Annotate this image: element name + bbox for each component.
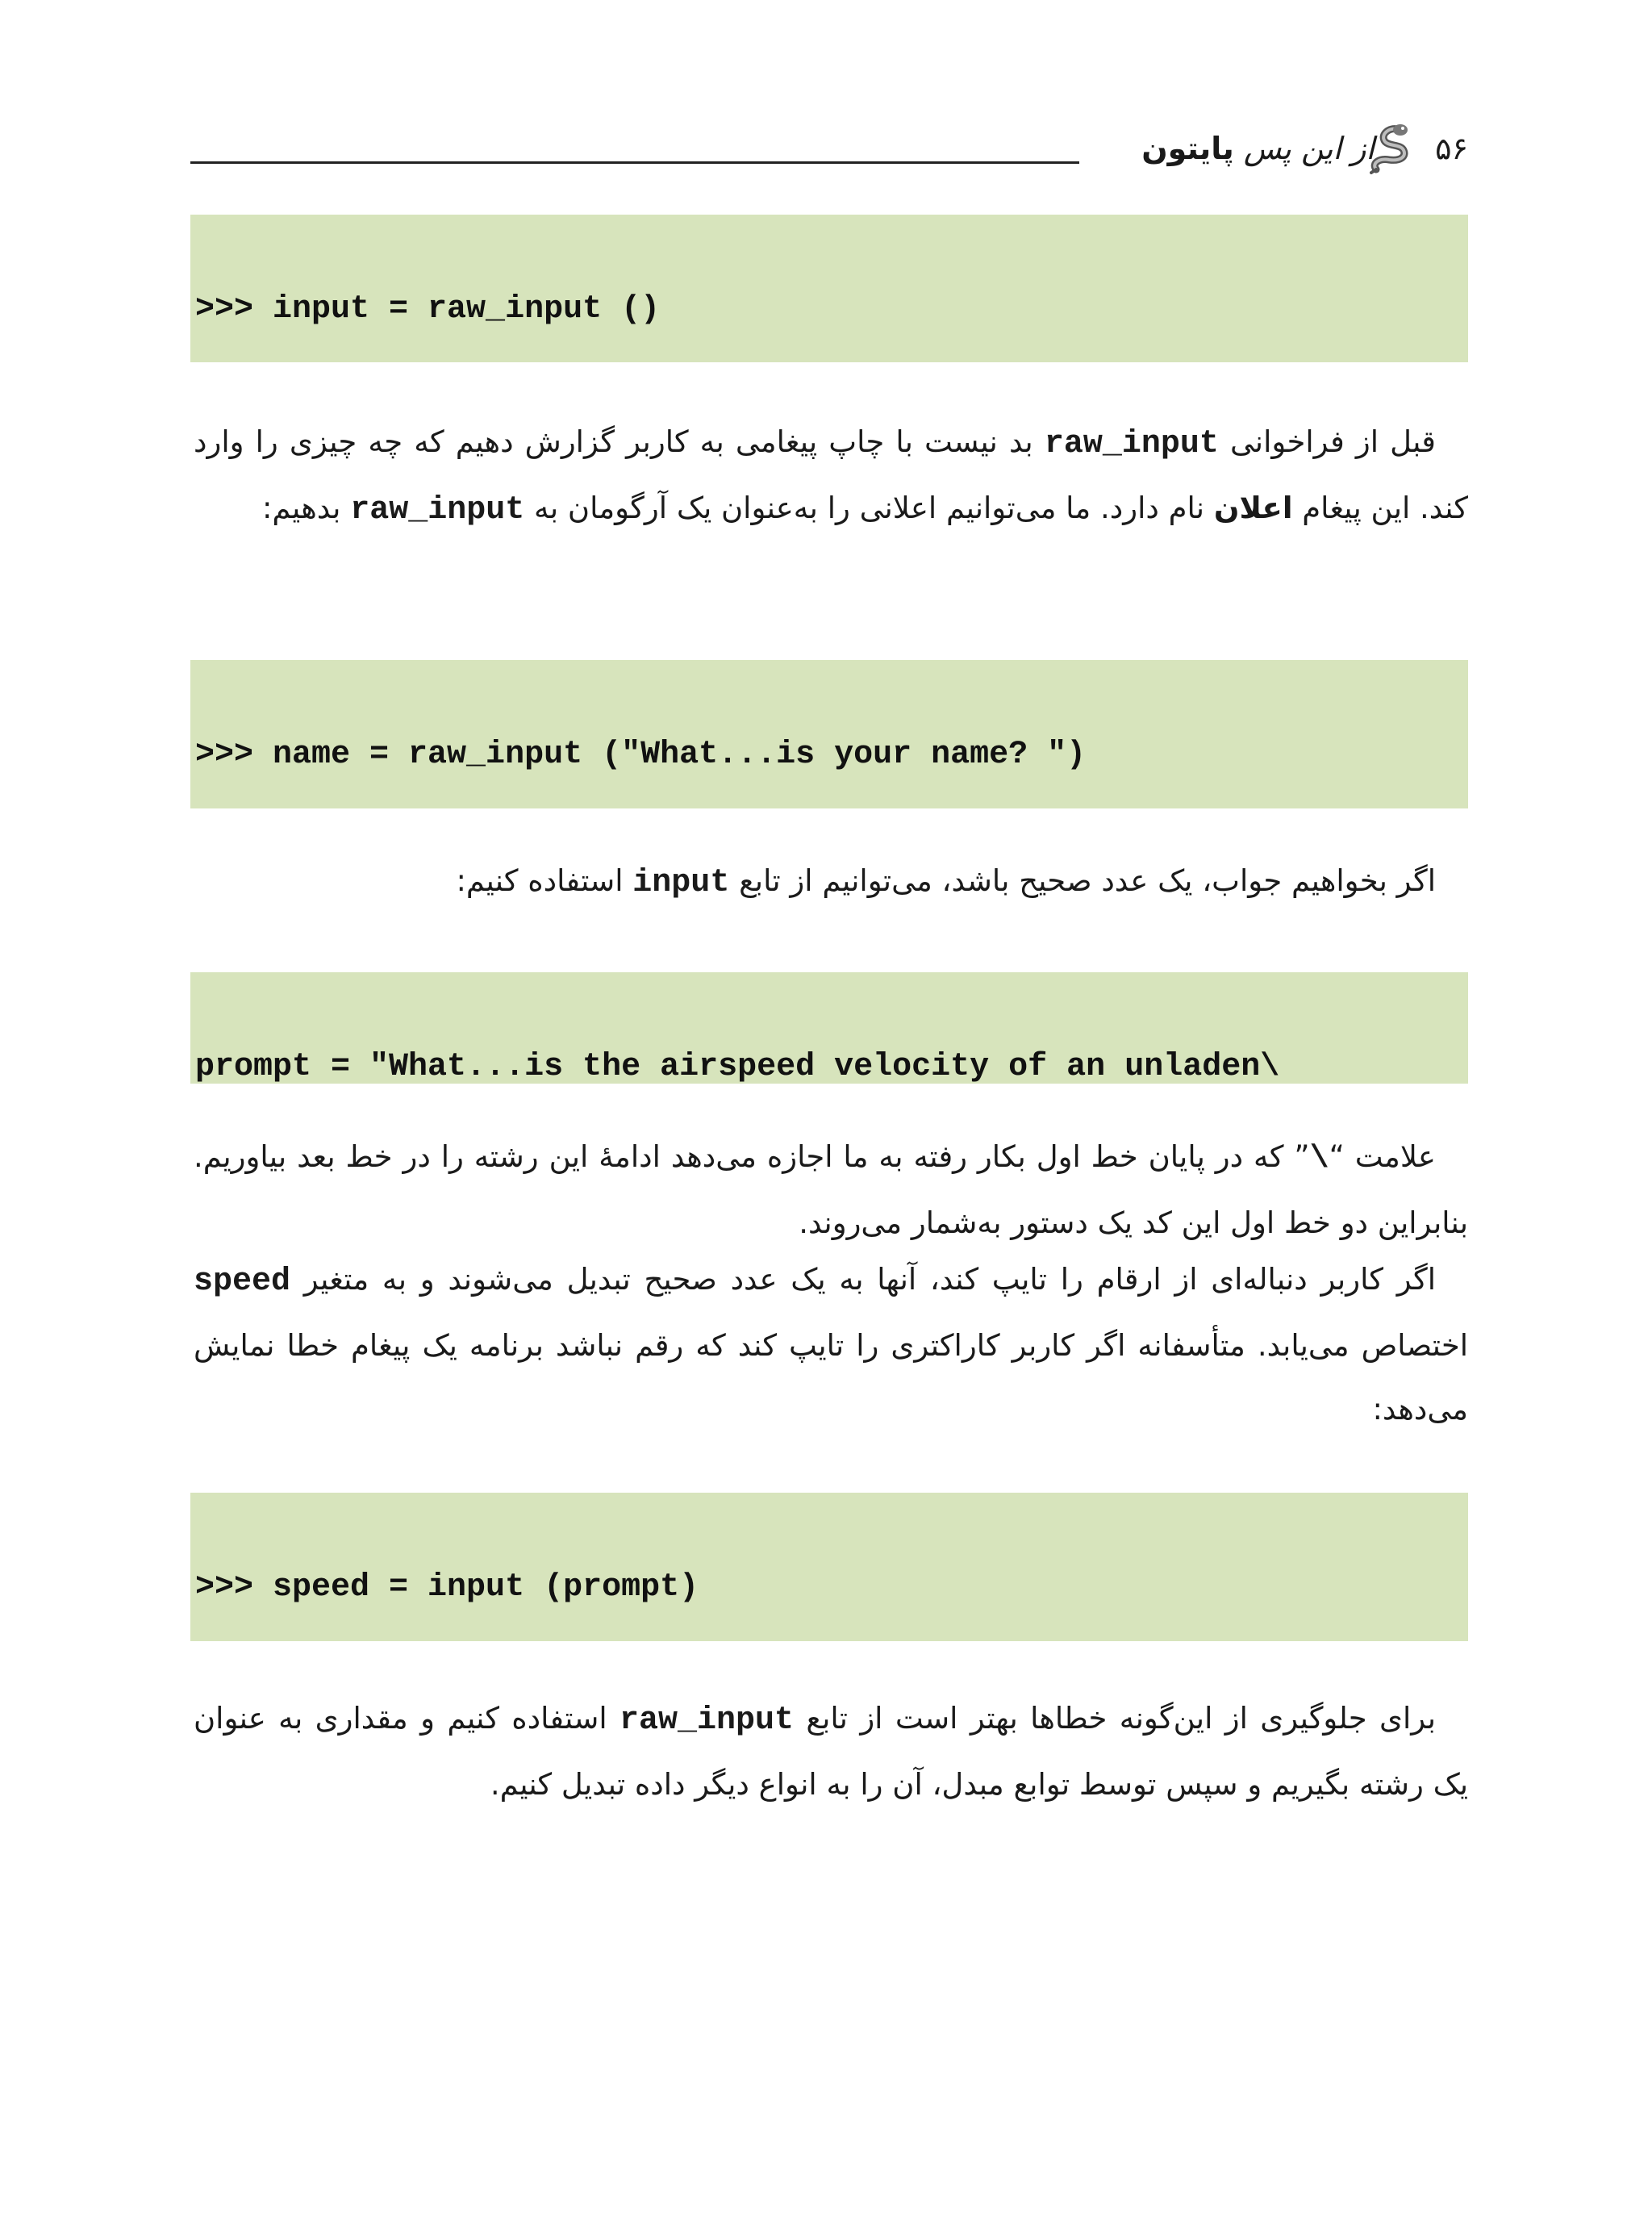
code-line: >>> speed = input (prompt) xyxy=(195,1569,699,1606)
paragraph-4: اگر کاربر دنباله‌ای از ارقام را تایپ کند، آنها به یک عدد صحیح تبدیل می‌شوند و به متغیر speed اختصاص می‌یابد. متأسفانه اگر کاربر کاراکتری را تایپ کند که رقم نباشد برنامه یک پیغام خطا نمایش می‌دهد: xyxy=(194,1262,1468,1427)
page-number: ۵۶ xyxy=(1435,131,1468,166)
header-rule xyxy=(190,161,1079,164)
code-block-3 xyxy=(190,972,1468,1084)
inline-code: raw_input xyxy=(619,1702,795,1739)
paragraph-2: اگر بخواهیم جواب، یک عدد صحیح باشد، می‌توانیم از تابع input استفاده کنیم: xyxy=(456,863,1436,901)
book-title-brand: پایتون xyxy=(1141,131,1234,166)
inline-code: raw_input xyxy=(1044,426,1219,462)
inline-code: raw_input xyxy=(350,492,525,528)
paragraph-5: برای جلوگیری از این‌گونه خطاها بهتر است از تابع raw_input استفاده کنیم و مقداری به عنوان یک رشته بگیریم و سپس توسط توابع مبدل، آن را به انواع دیگر داده تبدیل کنیم. xyxy=(194,1701,1468,1802)
page-header xyxy=(190,121,1468,178)
code-line: prompt = "What...is the airspeed velocity of an unladen\ xyxy=(195,1049,1280,1084)
book-title xyxy=(1141,131,1375,166)
paragraph-1: قبل از فراخوانی raw_input بد نیست با چاپ پیغامی به کاربر گزارش دهیم که چه چیزی را وارد کند. این پیغام اعلان نام دارد. ما می‌توانیم اعلانی را به‌عنوان یک آرگومان به raw_input بدهیم: xyxy=(194,424,1468,528)
code-line: >>> name = raw_input ("What...is your name? ") xyxy=(195,737,1087,773)
inline-code: input xyxy=(632,865,730,901)
code-block-1 xyxy=(190,215,1468,362)
snake-icon xyxy=(1368,123,1418,174)
code-block-4 xyxy=(190,1493,1468,1641)
code-block-2 xyxy=(190,660,1468,808)
code-line: >>> input = raw_input () xyxy=(195,291,661,328)
paragraph-3: علامت “\” که در پایان خط اول بکار رفته به ما اجازه می‌دهد ادامهٔ این رشته را در خط بعد بیاوریم. بنابراین دو خط اول این کد یک دستور به‌شمار می‌روند. xyxy=(194,1139,1468,1240)
inline-code: \ xyxy=(1309,1141,1329,1177)
inline-code: speed xyxy=(194,1264,291,1300)
bold-term: اعلان xyxy=(1213,491,1293,525)
book-title-prefix: از این پس xyxy=(1233,131,1375,166)
